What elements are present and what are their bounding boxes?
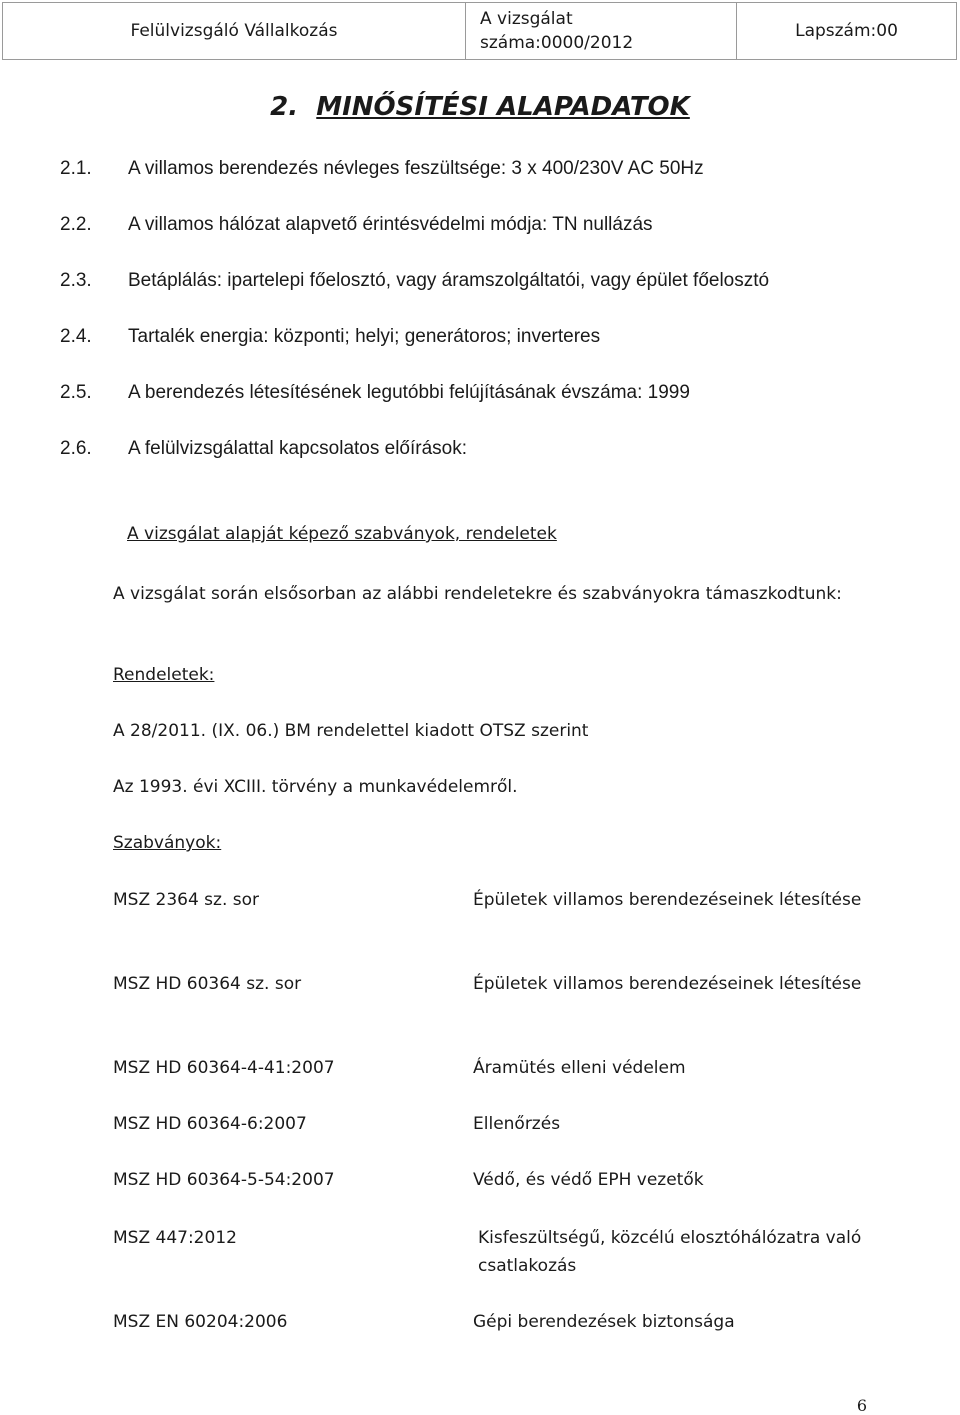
standard-code: MSZ HD 60364-5-54:2007 xyxy=(113,1170,335,1190)
inspection-line-1: A vizsgálat xyxy=(480,9,573,29)
page-header xyxy=(2,2,957,60)
section-title-text: MINŐSÍTÉSI ALAPADATOK xyxy=(316,92,690,122)
standard-code: MSZ 2364 sz. sor xyxy=(113,890,260,910)
section-item-text: A berendezés létesítésének legutóbbi felújításának évszáma: 1999 xyxy=(128,382,690,403)
section-item-number: 2.6. xyxy=(60,438,92,459)
section-item-number: 2.3. xyxy=(60,270,92,291)
section-item-number: 2.1. xyxy=(60,158,92,179)
inspection-line-2: száma:0000/2012 xyxy=(480,33,634,53)
regulation-item: Az 1993. évi XCIII. törvény a munkavédelemről. xyxy=(113,777,518,797)
section-item-text: A felülvizsgálattal kapcsolatos előírások: xyxy=(128,438,468,459)
standard-description: Kisfeszültségű, közcélú elosztóhálózatra való csatlakozás xyxy=(478,1228,862,1276)
regulation-item: A 28/2011. (IX. 06.) BM rendelettel kiadott OTSZ szerint xyxy=(113,721,589,741)
section-item-number: 2.4. xyxy=(60,326,92,347)
section-item-text: Betáplálás: ipartelepi főelosztó, vagy áramszolgáltatói, vagy épület főelosztó xyxy=(128,270,770,291)
page-label: Lapszám:00 xyxy=(795,21,898,41)
standard-code: MSZ EN 60204:2006 xyxy=(113,1312,288,1332)
standard-code: MSZ 447:2012 xyxy=(113,1228,237,1248)
standards-label: Szabványok: xyxy=(113,833,222,853)
section-item xyxy=(60,438,467,460)
standard-description: Épületek villamos berendezéseinek létesítése xyxy=(473,974,862,994)
header-company xyxy=(3,3,466,59)
section-item-text: Tartalék energia: központi; helyi; generátoros; inverteres xyxy=(128,326,601,347)
section-item-text: A villamos hálózat alapvető érintésvédelmi módja: TN nullázás xyxy=(128,214,653,235)
page-number: 6 xyxy=(856,1396,867,1415)
section-item-text: A villamos berendezés névleges feszültsége: 3 x 400/230V AC 50Hz xyxy=(128,158,704,179)
standard-description: Gépi berendezések biztonsága xyxy=(473,1312,735,1332)
standard-description: Ellenőrzés xyxy=(473,1114,561,1134)
section-item xyxy=(60,326,600,348)
intro-paragraph: A vizsgálat során elsősorban az alábbi rendeletekre és szabványokra támaszkodtunk: xyxy=(113,584,842,604)
section-item xyxy=(60,270,769,292)
standard-description: Áramütés elleni védelem xyxy=(473,1058,686,1078)
header-page xyxy=(737,3,956,59)
standard-code: MSZ HD 60364-6:2007 xyxy=(113,1114,307,1134)
section-item xyxy=(60,382,690,404)
standard-description: Védő, és védő EPH vezetők xyxy=(473,1170,704,1190)
standards-heading: A vizsgálat alapját képező szabványok, rendeletek xyxy=(127,524,557,544)
standard-code: MSZ HD 60364-4-41:2007 xyxy=(113,1058,335,1078)
company-name: Felülvizsgáló Vállalkozás xyxy=(130,21,338,41)
section-item xyxy=(60,158,704,180)
section-title xyxy=(0,92,960,122)
header-inspection-number xyxy=(466,3,737,59)
regulations-label: Rendeletek: xyxy=(113,665,215,685)
section-item xyxy=(60,214,653,236)
standard-description: Épületek villamos berendezéseinek létesítése xyxy=(473,890,862,910)
section-title-number: 2. xyxy=(270,92,299,122)
section-item-number: 2.2. xyxy=(60,214,92,235)
section-item-number: 2.5. xyxy=(60,382,92,403)
standard-code: MSZ HD 60364 sz. sor xyxy=(113,974,302,994)
